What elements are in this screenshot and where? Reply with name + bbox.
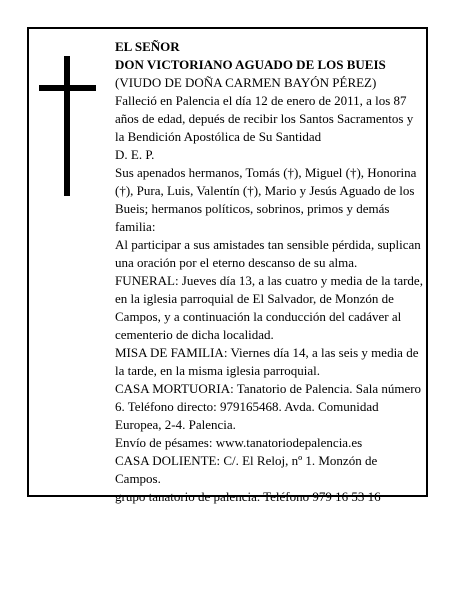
cross-icon-bar (39, 85, 96, 91)
deceased-name: DON VICTORIANO AGUADO DE LOS BUEIS (115, 57, 386, 72)
prayer-request: Al participar a sus amistades tan sensible pérdida, suplican una oración por el eterno descanso de su alma. (115, 237, 421, 270)
honorific: EL SEÑOR (115, 39, 180, 54)
death-statement: Falleció en Palencia el día 12 de enero de 2011, a los 87 años de edad, depués de recibir los Santos Sacramentos y la Bendición Apostólica de Su Santidad (115, 93, 414, 144)
obituary-text (115, 38, 423, 506)
funeral-home-footer: grupo tanatorio de palencia. Teléfono 979 16 53 16 (115, 489, 381, 504)
family-list: Sus apenados hermanos, Tomás (†), Miguel (†), Honorina (†), Pura, Luis, Valentín (†), Mario y Jesús Aguado de los Bueis; hermanos políticos, sobrinos, primos y demás familia: (115, 165, 417, 234)
condolences-link[interactable]: Envío de pésames: www.tanatoriodepalencia.es (115, 435, 363, 450)
funeral-info: FUNERAL: Jueves día 13, a las cuatro y media de la tarde, en la iglesia parroquial de El Salvador, de Monzón de Campos, y a continuación la conducción del cadáver al cementerio de dicha localidad. (115, 273, 423, 342)
cross-icon (64, 56, 70, 196)
widower-note: (VIUDO DE DOÑA CARMEN BAYÓN PÉREZ) (115, 75, 377, 90)
mortuary-info: CASA MORTUORIA: Tanatorio de Palencia. Sala número 6. Teléfono directo: 979165468. Avda. Comunidad Europea, 2-4. Palencia. (115, 381, 422, 432)
family-mass-info: MISA DE FAMILIA: Viernes día 14, a las seis y media de la tarde, en la misma iglesia parroquial. (115, 345, 419, 378)
rip: D. E. P. (115, 147, 155, 162)
mourning-home-info: CASA DOLIENTE: C/. El Reloj, nº 1. Monzón de Campos. (115, 453, 378, 486)
